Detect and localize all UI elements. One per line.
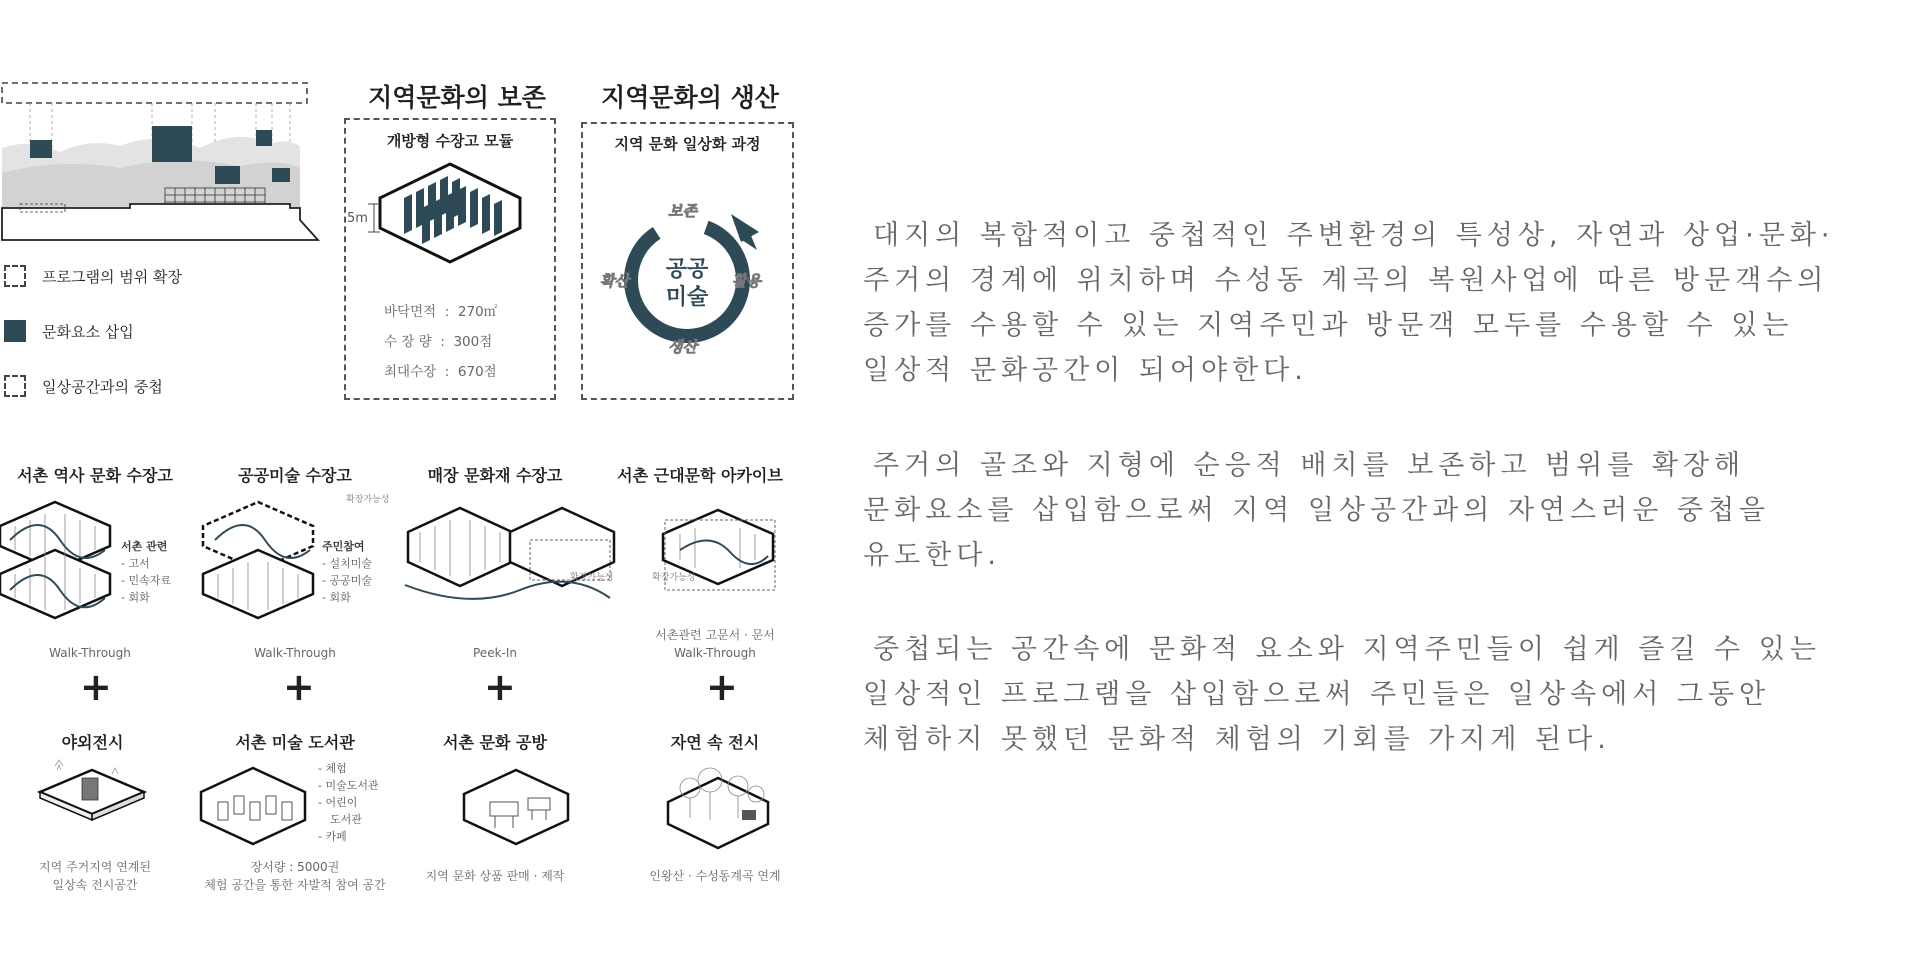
- stat-value: 270㎡: [457, 304, 498, 320]
- paragraph-line: 증가를 수용할 수 있는 지역주민과 방문객 모두를 수용할 수 있는: [863, 310, 1794, 341]
- cycle-label-right: 활용: [732, 272, 761, 290]
- plus-sign: +: [484, 665, 516, 709]
- paragraph-line: 주거의 경계에 위치하며 수성동 계곡의 복원사업에 따른 방문객수의: [863, 265, 1829, 296]
- note-item: - 미술도서관: [318, 779, 379, 792]
- storage-diagrams: [0, 490, 800, 640]
- storage-title-archive: 서촌 근대문학 아카이브: [617, 466, 783, 485]
- cycle-label-bottom: 생산: [668, 338, 697, 356]
- note-item: 도서관: [330, 813, 362, 826]
- cycle-center-line1: 공공: [665, 257, 709, 282]
- note-item: - 회화: [121, 591, 150, 604]
- legend-label: 일상공간과의 중첩: [42, 377, 163, 396]
- storage-notes-history: [121, 538, 171, 606]
- paragraph-line: 중첩되는 공간속에 문화적 요소와 지역주민들이 쉽게 즐길 수 있는: [873, 634, 1821, 665]
- storage-title-history: 서촌 역사 문화 수장고: [17, 466, 173, 485]
- note-item: 주민참여: [322, 540, 365, 553]
- legend-label: 문화요소 삽입: [42, 322, 134, 341]
- caption-line: 장서량 : 5000권: [250, 860, 340, 874]
- stat-label: 바닥면적: [384, 304, 437, 320]
- paragraph-line: 문화요소를 삽입함으로써 지역 일상공간과의 자연스러운 중첩을: [863, 495, 1771, 526]
- caption-line: 체험 공간을 통한 자발적 참여 공간: [204, 878, 386, 892]
- legend-label: 프로그램의 범위 확장: [42, 267, 182, 286]
- paragraph-2: [863, 443, 1898, 578]
- program-diagrams: [0, 758, 800, 858]
- storage-caption-archive-line1: 서촌관련 고문서 · 문서: [655, 628, 775, 642]
- program-notes-library: [318, 760, 379, 845]
- cycle-label-top: 보존: [668, 202, 697, 220]
- note-item: - 고서: [121, 557, 150, 570]
- caption-line: 지역 문화 상품 판매 · 제작: [425, 869, 565, 883]
- note-item: - 회화: [322, 591, 351, 604]
- program-title-workshop: 서촌 문화 공방: [443, 733, 547, 752]
- plus-sign: +: [80, 665, 112, 709]
- preserve-title: 지역문화의 보존: [368, 83, 546, 112]
- paragraph-line: 체험하지 못했던 문화적 체험의 기회를 가지게 된다.: [863, 724, 1611, 755]
- dashed-square-icon: [4, 265, 26, 287]
- process-title: 지역 문화 일상화 과정: [614, 135, 761, 153]
- paragraph-1: [863, 213, 1898, 393]
- note-item: - 민속자료: [121, 574, 171, 587]
- storage-caption-history: Walk-Through: [49, 646, 131, 660]
- program-title-nature: 자연 속 전시: [670, 733, 760, 752]
- site-section-diagram: [0, 78, 320, 248]
- filled-square-icon: [4, 320, 26, 342]
- legend-item-scope-extension: [4, 263, 182, 289]
- stat-capacity: 수 장 량 : 300점: [384, 334, 493, 350]
- stat-label: 수 장 량: [384, 334, 432, 350]
- storage-title-public-art: 공공미술 수장고: [238, 466, 352, 485]
- storage-caption-archive: Walk-Through: [674, 646, 756, 660]
- paragraph-line: 유도한다.: [863, 540, 1001, 571]
- legend-item-cultural-insert: [4, 318, 134, 344]
- storage-title-buried: 매장 문화재 수장고: [427, 466, 563, 485]
- stat-max-capacity: 최대수장 : 670점: [384, 364, 497, 380]
- storage-caption-public-art: Walk-Through: [254, 646, 336, 660]
- plus-sign: +: [706, 665, 738, 709]
- program-caption-library: [180, 858, 410, 894]
- storage-module-title: 개방형 수장고 모듈: [386, 132, 514, 150]
- dashed-square-icon: [4, 375, 26, 397]
- cycle-center-line2: 미술: [665, 285, 709, 310]
- note-item: - 설치미술: [322, 557, 372, 570]
- program-caption-workshop: [400, 867, 590, 885]
- produce-title: 지역문화의 생산: [601, 83, 779, 112]
- note-item: - 공공미술: [322, 574, 372, 587]
- program-title-outdoor: 야외전시: [61, 733, 124, 752]
- paragraph-line: 대지의 복합적이고 중첩적인 주변환경의 특성상, 자연과 상업·문화·: [873, 220, 1835, 251]
- storage-tag-buried: 확장가능성: [570, 573, 614, 583]
- paragraph-3: [863, 627, 1898, 762]
- program-caption-nature: [620, 867, 810, 885]
- note-item: 서촌 관련: [121, 540, 168, 553]
- program-title-library: 서촌 미술 도서관: [235, 733, 355, 752]
- note-item: - 카페: [318, 830, 347, 843]
- paragraph-line: 일상적인 프로그램을 삽입함으로써 주민들은 일상속에서 그동안: [863, 679, 1771, 710]
- height-label: 5m: [347, 211, 368, 226]
- caption-line: 일상속 전시공간: [52, 878, 138, 892]
- storage-notes-public-art: [322, 538, 372, 606]
- storage-tag-archive: 확장가능성: [652, 573, 696, 583]
- storage-caption-buried: Peek-In: [473, 646, 517, 660]
- stat-value: 670점: [457, 364, 497, 380]
- caption-line: 인왕산 · 수성동계곡 연계: [649, 869, 781, 883]
- storage-module-diagram: [344, 158, 556, 288]
- paragraph-line: 일상적 문화공간이 되어야한다.: [863, 355, 1308, 386]
- note-item: - 어린이: [318, 796, 358, 809]
- note-item: - 체험: [318, 762, 347, 775]
- plus-sign: +: [283, 665, 315, 709]
- stat-floor-area: 바닥면적 : 270㎡: [384, 304, 498, 320]
- paragraph-line: 주거의 골조와 지형에 순응적 배치를 보존하고 범위를 확장해: [873, 450, 1746, 481]
- stat-label: 최대수장: [384, 364, 437, 380]
- storage-tag-public-art: 확장가능성: [346, 495, 390, 505]
- legend-item-daily-overlap: [4, 373, 163, 399]
- stat-value: 300점: [453, 334, 493, 350]
- caption-line: 지역 주거지역 연계된: [39, 860, 151, 874]
- program-caption-outdoor: [0, 858, 190, 894]
- cycle-label-left: 확산: [600, 272, 629, 290]
